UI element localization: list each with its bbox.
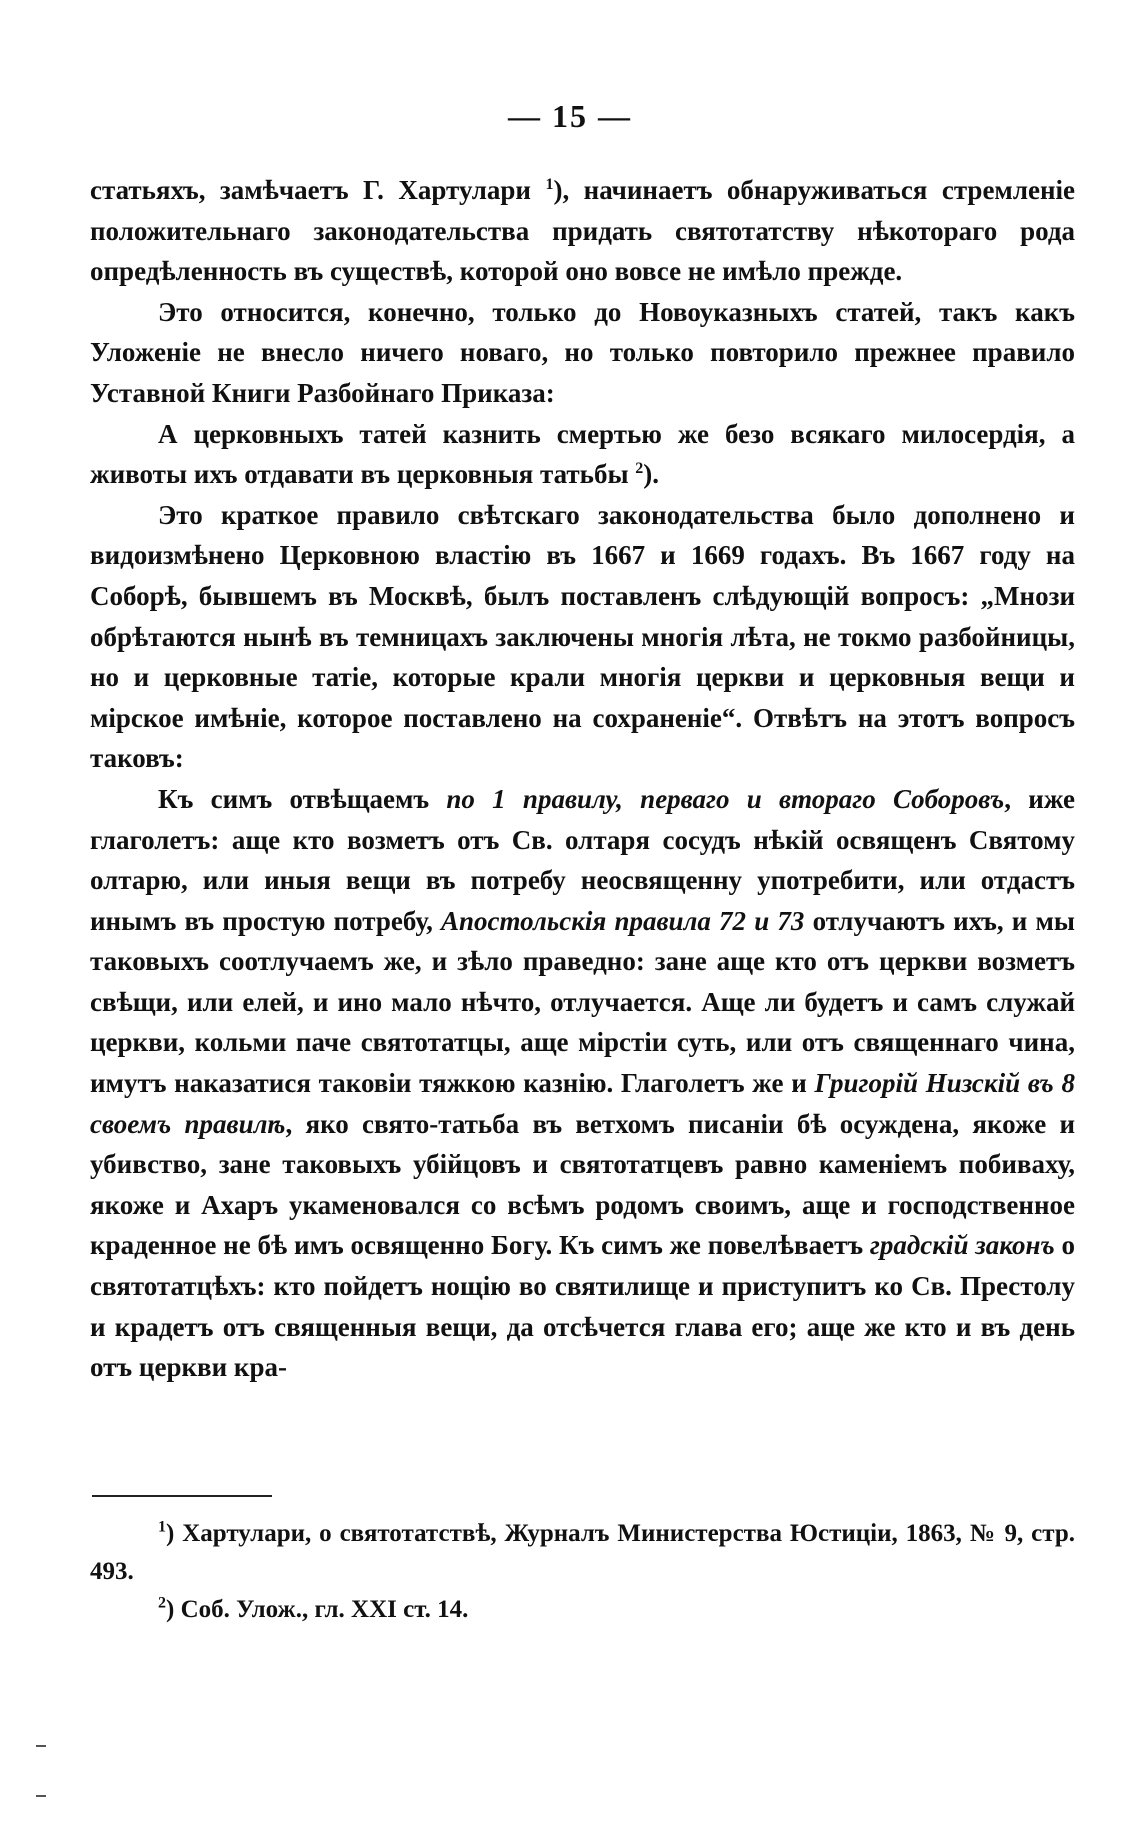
paragraph-3-text-a: А церковныхъ татей казнить смертью же безо всякаго милосердія, а животы ихъ отдавати въ церковныя татьбы xyxy=(90,418,1075,490)
paragraph-2: Это относится, конечно, только до Новоуказныхъ статей, такъ какъ Уложеніе не внесло ничего новаго, но только повторило прежнее правило Уставной Книги Разбойнаго Приказа: xyxy=(90,296,1075,408)
paragraph-4: Это краткое правило свѣтскаго законодательства было дополнено и видоизмѣнено Церковною властію въ 1667 и 1669 годахъ. Въ 1667 году на Соборѣ, бывшемъ въ Москвѣ, былъ поставленъ слѣдующій вопросъ: „Мнози обрѣтаются нынѣ въ темницахъ заключены многія лѣта, не токмо разбойницы, но и церковные татіе, которые крали многія церкви и церковныя вещи и мірское имѣніе, которое поставлено на сохраненіе“. Отвѣтъ на этотъ вопросъ таковъ: xyxy=(90,499,1075,774)
page-number: — 15 — xyxy=(508,98,632,134)
paragraph-1 xyxy=(90,170,1075,292)
paragraph-5-council-answer xyxy=(90,779,1075,1388)
quote-text-1: Къ симъ отвѣщаемъ xyxy=(158,783,447,814)
quote-italic-1: по 1 правилу, перваго и втораго Соборовъ xyxy=(446,783,1005,814)
quote-text-5: о святотатцѣхъ: кто пойдетъ нощію во святилище и приступитъ ко Св. Престолу и крадетъ отъ священныя вещи, да отсѣчется глава его; аще же кто и въ день отъ церкви кра- xyxy=(90,1230,1076,1383)
main-text xyxy=(90,170,1075,1388)
footnote-ref-2: 2 xyxy=(635,460,644,478)
footnote-1 xyxy=(90,1515,1075,1591)
scan-artifact-mark xyxy=(36,1745,46,1747)
footnote-1-text: ) Хартулари, о святотатствѣ, Журналъ Министерства Юстиціи, 1863, № 9, стр. 493. xyxy=(90,1520,1075,1585)
quote-italic-2: Апостольскія правила 72 и 73 xyxy=(441,905,805,936)
quote-italic-3: Григорій Низскій въ 8 своемъ правилѣ xyxy=(90,1068,1075,1139)
footnotes xyxy=(90,1515,1075,1629)
footnote-divider xyxy=(92,1495,272,1497)
footnote-2-mark: 2 xyxy=(158,1594,166,1612)
quote-text-2: , иже глаголетъ: аще кто возметъ отъ Св. олтаря сосудъ нѣкій освященъ Святому олтарю, или иныя вещи въ потребу неосвященну употребити, или отдастъ инымъ въ простую потребу, xyxy=(90,783,1076,936)
quote-text-4: , яко свято-татьба въ ветхомъ писаніи бѣ осуждена, якоже и убивство, зане таковыхъ убійцовъ и святотатцевъ равно каменіемъ побиваху, якоже и Ахаръ укаменовался со всѣмъ родомъ своимъ, аще и господственное краденное не бѣ имъ освященно Богу. Къ симъ же повелѣваетъ xyxy=(90,1108,1076,1261)
footnote-ref-1: 1 xyxy=(545,176,554,193)
footnote-1-mark: 1 xyxy=(158,1518,166,1536)
scan-artifact-mark xyxy=(36,1795,46,1797)
paragraph-1-text-b: ), начинаетъ обнаруживаться стремленіе положительнаго законодательства придать святотатству нѣкотораго рода опредѣленность въ существѣ, которой оно вовсе не имѣло прежде. xyxy=(90,175,1075,287)
footnote-2-text: ) Соб. Улож., гл. XXI ст. 14. xyxy=(166,1596,469,1623)
paragraph-1-text-a: статьяхъ, замѣчаетъ Г. Хартулари xyxy=(90,175,531,205)
quote-text-3: отлучаютъ ихъ, и мы таковыхъ соотлучаемъ же, и зѣло праведно: зане аще кто отъ церкви возметъ свѣщи, или елей, и ино мало нѣчто, отлучается. Аще ли будетъ и самъ служай церкви, кольми паче святотатцы, аще мірстіи суть, или отъ священнаго чина, имутъ наказатися таковіи тяжкою казнію. Глаголетъ же и xyxy=(90,905,1075,1099)
paragraph-3-text-b: ). xyxy=(643,459,660,490)
quote-italic-4: градскій законъ xyxy=(869,1230,1055,1261)
paragraph-3-citation xyxy=(90,414,1075,495)
footnote-2 xyxy=(90,1591,1075,1629)
